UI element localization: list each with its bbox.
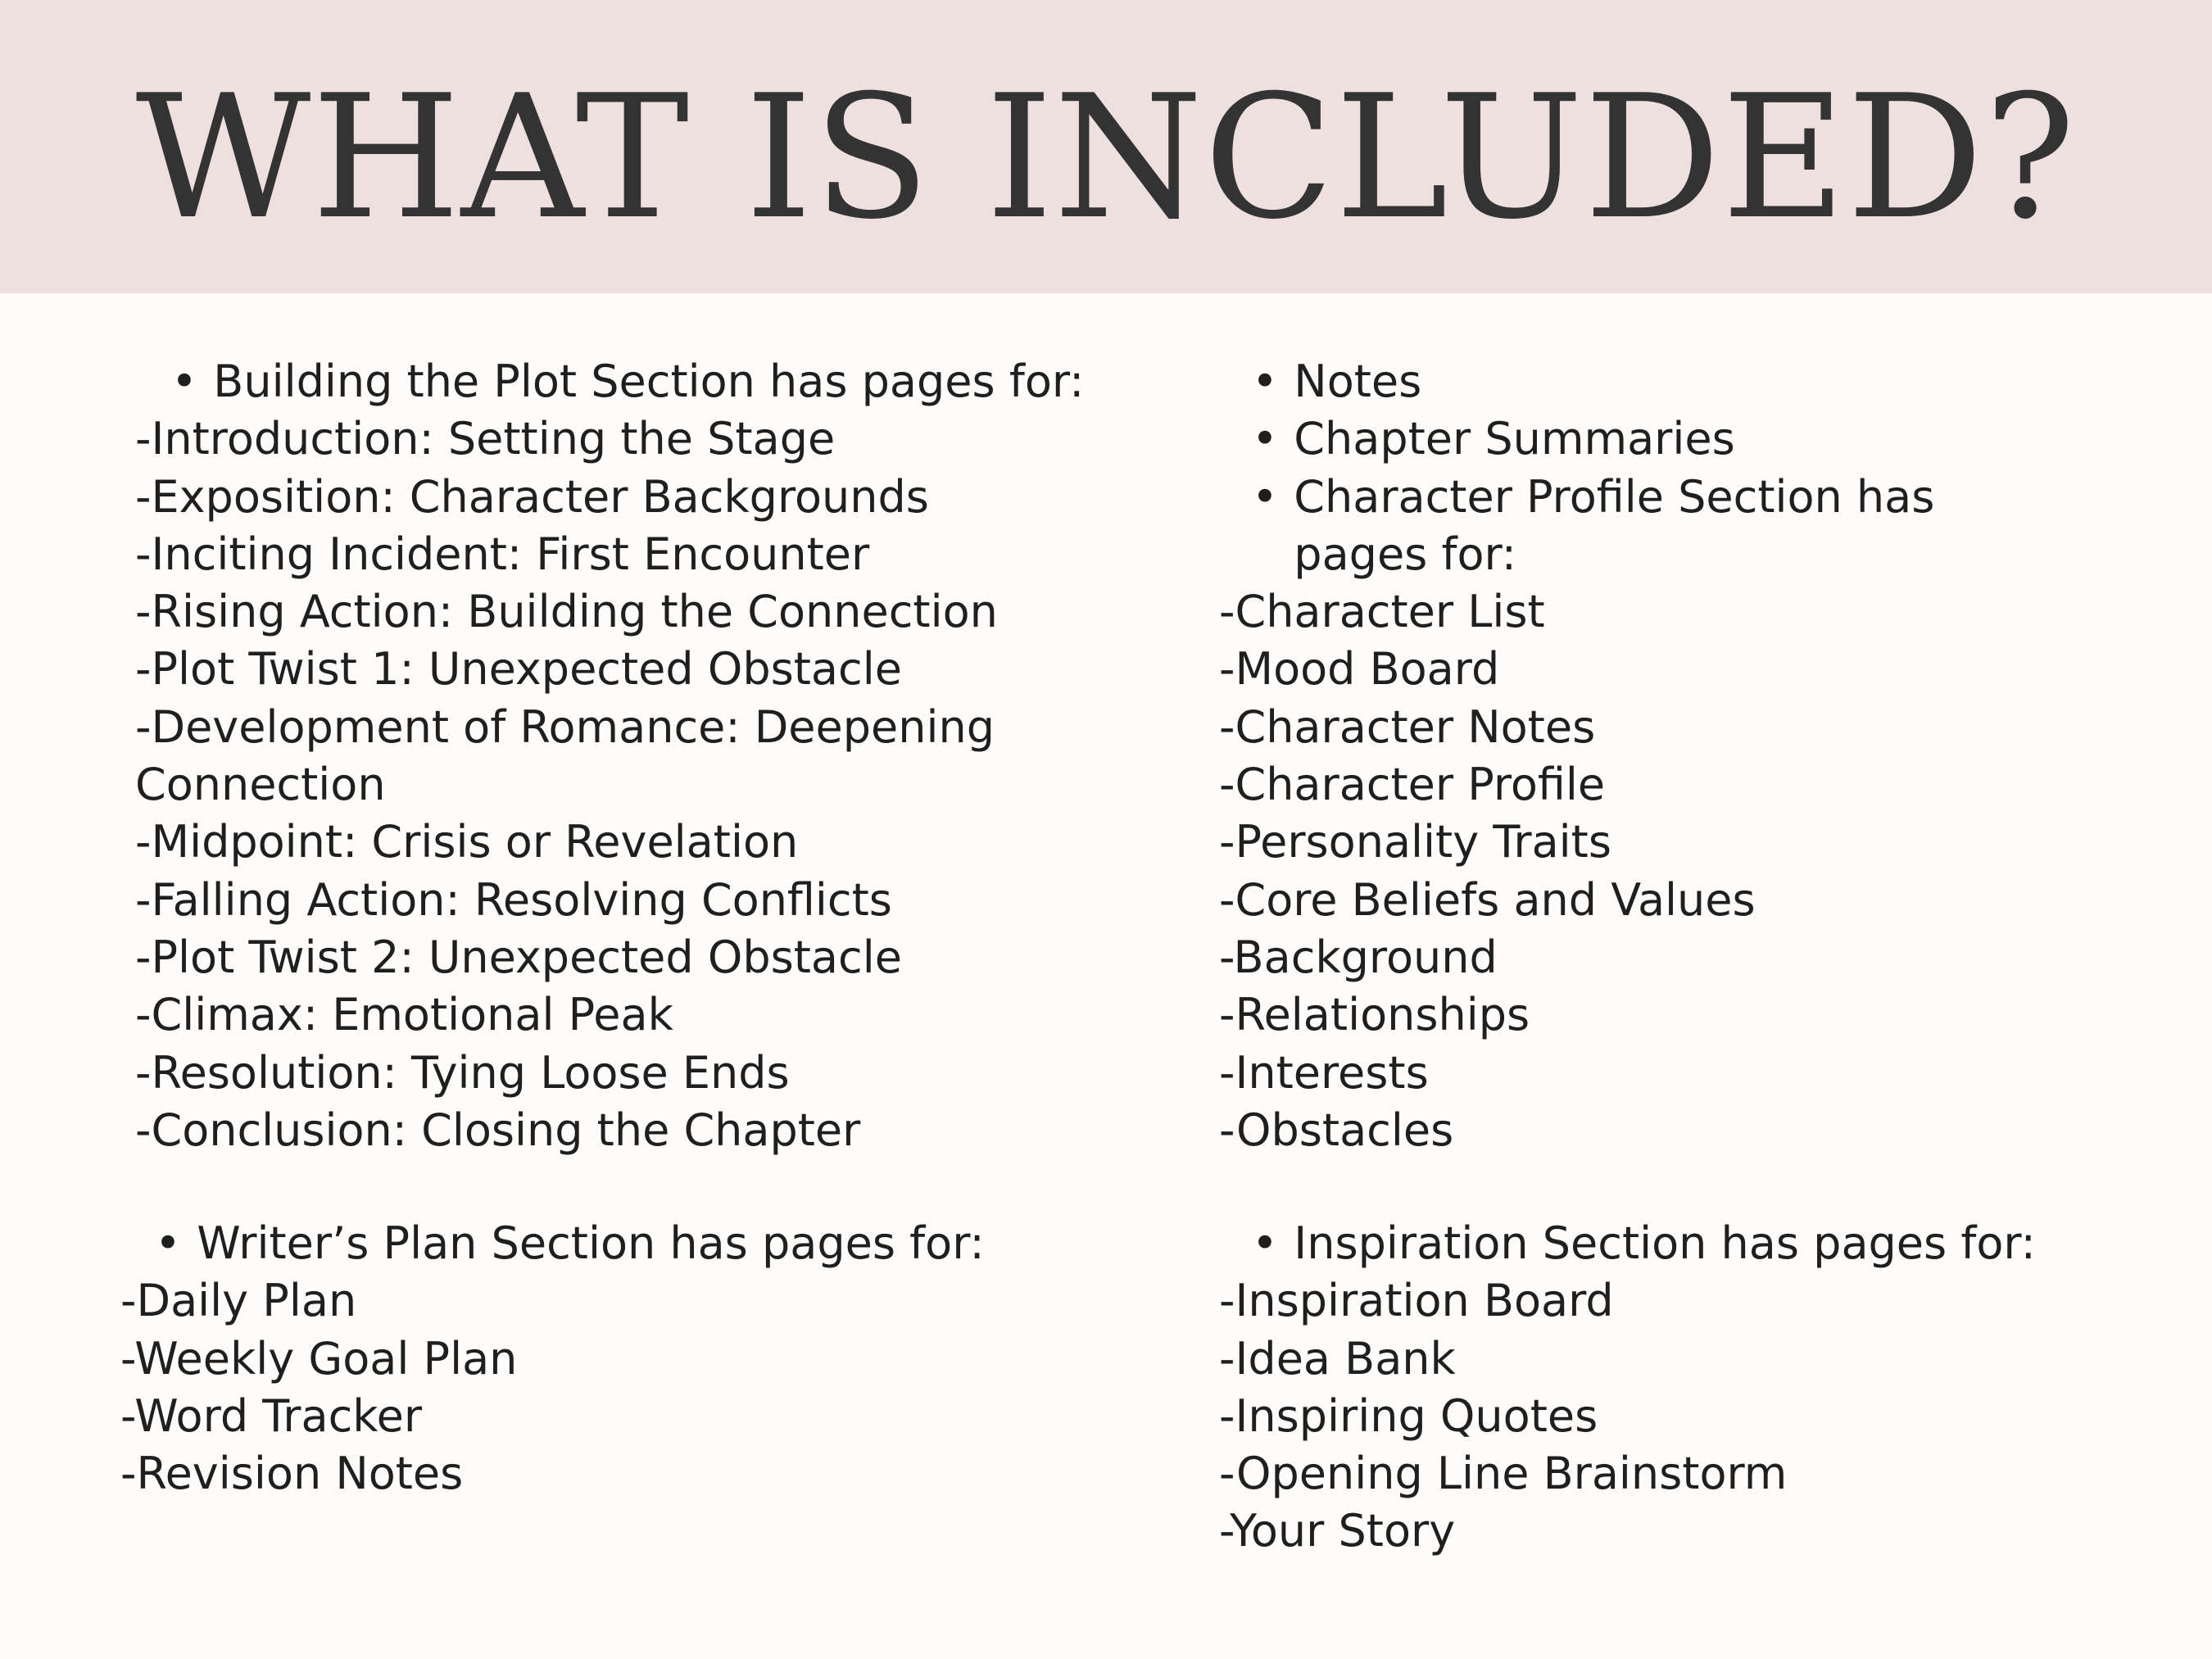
list-item: -Mood Board xyxy=(1219,643,1500,696)
bullet-icon: • xyxy=(1252,413,1278,465)
list-item: -Relationships xyxy=(1219,989,1530,1041)
list-item: -Your Story xyxy=(1219,1505,1456,1557)
list-item: -Interests xyxy=(1219,1046,1429,1099)
list-item: -Character Notes xyxy=(1219,700,1596,753)
list-item xyxy=(1252,353,2161,410)
list-item: -Weekly Goal Plan xyxy=(120,1332,518,1385)
list-item: -Inspiring Quotes xyxy=(1219,1389,1598,1442)
list-item: -Core Beliefs and Values xyxy=(1219,873,1756,926)
list-item: -Obstacles xyxy=(1219,1104,1454,1156)
plot-section xyxy=(135,353,1159,1159)
list-item: -Inspiration Board xyxy=(1219,1275,1614,1327)
list-item: -Development of Romance: Deepening xyxy=(135,700,995,753)
inspiration-section xyxy=(1219,1215,2161,1561)
list-item: Connection xyxy=(135,759,386,811)
list-item: -Climax: Emotional Peak xyxy=(135,989,673,1041)
list-item: -Plot Twist 1: Unexpected Obstacle xyxy=(135,643,902,696)
section-heading: Character Profile Section has pages for: xyxy=(1294,470,1935,580)
list-item: -Personality Traits xyxy=(1219,816,1611,868)
bullet-icon: • xyxy=(1252,470,1278,523)
page-title: WHAT IS INCLUDED? xyxy=(135,59,2077,257)
list-item: -Character List xyxy=(1219,586,1545,638)
section-heading: Building the Plot Section has pages for: xyxy=(213,356,1085,407)
list-item: -Background xyxy=(1219,931,1498,983)
bullet-icon: • xyxy=(171,356,197,407)
list-item: -Conclusion: Closing the Chapter xyxy=(135,1104,861,1156)
list-item: -Midpoint: Crisis or Revelation xyxy=(135,816,799,868)
list-item: -Rising Action: Building the Connection xyxy=(135,586,998,638)
section-heading: Inspiration Section has pages for: xyxy=(1294,1217,2036,1269)
list-item xyxy=(1252,410,2161,468)
bullet-icon: • xyxy=(155,1217,181,1269)
section-heading: Chapter Summaries xyxy=(1294,413,1735,465)
list-item: -Opening Line Brainstorm xyxy=(1219,1448,1788,1500)
list-item: -Falling Action: Resolving Conflicts xyxy=(135,873,892,926)
writers-plan-section xyxy=(120,1215,1145,1503)
list-item: -Introduction: Setting the Stage xyxy=(135,413,836,465)
list-item: -Resolution: Tying Loose Ends xyxy=(135,1046,790,1099)
list-item xyxy=(1252,1215,2161,1272)
list-item xyxy=(1252,469,2161,584)
list-item: -Word Tracker xyxy=(120,1389,423,1442)
list-item: -Daily Plan xyxy=(120,1275,357,1327)
list-item: -Idea Bank xyxy=(1219,1332,1456,1385)
character-profile-section xyxy=(1219,353,2161,1159)
section-heading: Writer’s Plan Section has pages for: xyxy=(197,1217,985,1269)
section-heading: Notes xyxy=(1294,356,1422,407)
bullet-icon: • xyxy=(1252,1217,1278,1269)
list-item: -Inciting Incident: First Encounter xyxy=(135,528,870,580)
list-item: -Plot Twist 2: Unexpected Obstacle xyxy=(135,931,902,983)
list-item xyxy=(171,353,1159,410)
bullet-icon: • xyxy=(1252,356,1278,407)
list-item: -Character Profile xyxy=(1219,759,1606,811)
list-item: -Exposition: Character Backgrounds xyxy=(135,470,929,523)
list-item: -Revision Notes xyxy=(120,1448,464,1500)
list-item xyxy=(155,1215,1145,1272)
